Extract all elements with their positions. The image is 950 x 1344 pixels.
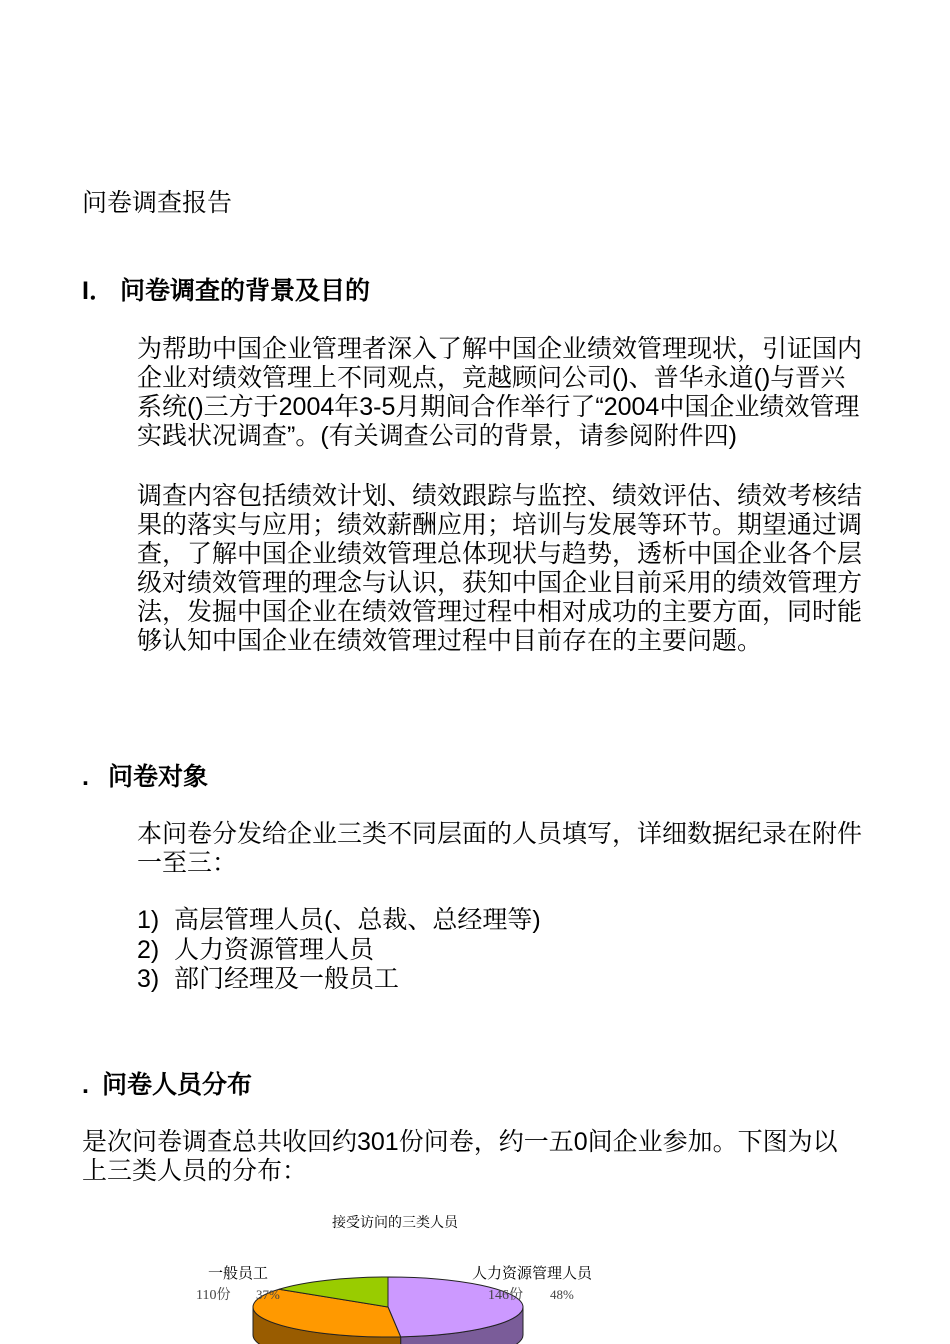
list-item xyxy=(137,906,541,936)
list-item-number: 2) xyxy=(137,935,160,964)
section-3-paragraph: 是次问卷调查总共收回约301份问卷，约一五0间企业参加。下图为以上三类人员的分布： xyxy=(82,1128,838,1185)
pie-group xyxy=(253,1277,523,1344)
chart-title: 接受访问的三类人员 xyxy=(332,1214,458,1230)
slice-label-percent: 48% xyxy=(550,1287,574,1302)
section-1-title: 问卷调查的背景及目的 xyxy=(120,277,371,305)
list-item xyxy=(137,965,541,995)
list-item-text: 人力资源管理人员 xyxy=(174,935,375,964)
list-item xyxy=(137,936,541,966)
respondent-pie-chart xyxy=(190,1205,670,1344)
respondent-list xyxy=(137,906,541,995)
list-item-text: 高层管理人员(、总裁、总经理等) xyxy=(174,906,541,934)
section-3-heading xyxy=(82,1068,252,1102)
section-2-intro: 本问卷分发给企业三类不同层面的人员填写，详细数据纪录在附件一至三： xyxy=(137,820,863,877)
list-item-number: 3) xyxy=(137,965,160,993)
section-2-number: . xyxy=(82,763,89,791)
section-2-title: 问卷对象 xyxy=(108,763,209,791)
section-1-paragraph-2: 调查内容包括绩效计划、绩效跟踪与监控、绩效评估、绩效考核结果的落实与应用；绩效薪酬应用；培训与发展等环节。期望通过调查，了解中国企业绩效管理总体现状与趋势，透析中国企业各个层级对绩效管理的理念与认识，获知中国企业目前采用的绩效管理方法，发掘中国企业在绩效管理过程中相对成功的主要方面，同时能够认知中国企业在绩效管理过程中目前存在的主要问题。 xyxy=(137,482,863,655)
slice-label-count: 110份 xyxy=(196,1288,231,1303)
slice-label-name: 人力资源管理人员 xyxy=(471,1265,593,1282)
section-2-heading xyxy=(82,760,208,794)
section-1-number: I． xyxy=(82,277,114,305)
section-1-paragraph-1: 为帮助中国企业管理者深入了解中国企业绩效管理现状，引证国内企业对绩效管理上不同观点，竞越顾问公司()、普华永道()与晋兴系统()三方于2004年3-5月期间合作举行了“2004中国企业绩效管理实践状况调查”。(有关调查公司的背景，请参阅附件四) xyxy=(137,335,863,450)
section-1-heading xyxy=(82,274,370,308)
slice-label-percent: 37% xyxy=(256,1287,280,1302)
slice-label-name: 一般员工 xyxy=(207,1265,269,1282)
document-title: 问卷调查报告 xyxy=(82,189,233,217)
section-3-title: 问卷人员分布 xyxy=(102,1071,253,1099)
list-item-number: 1) xyxy=(137,906,160,934)
slice-label-count: 146份 xyxy=(488,1288,523,1303)
list-item-text: 部门经理及一般员工 xyxy=(174,965,400,993)
section-3-number: . xyxy=(82,1071,89,1099)
